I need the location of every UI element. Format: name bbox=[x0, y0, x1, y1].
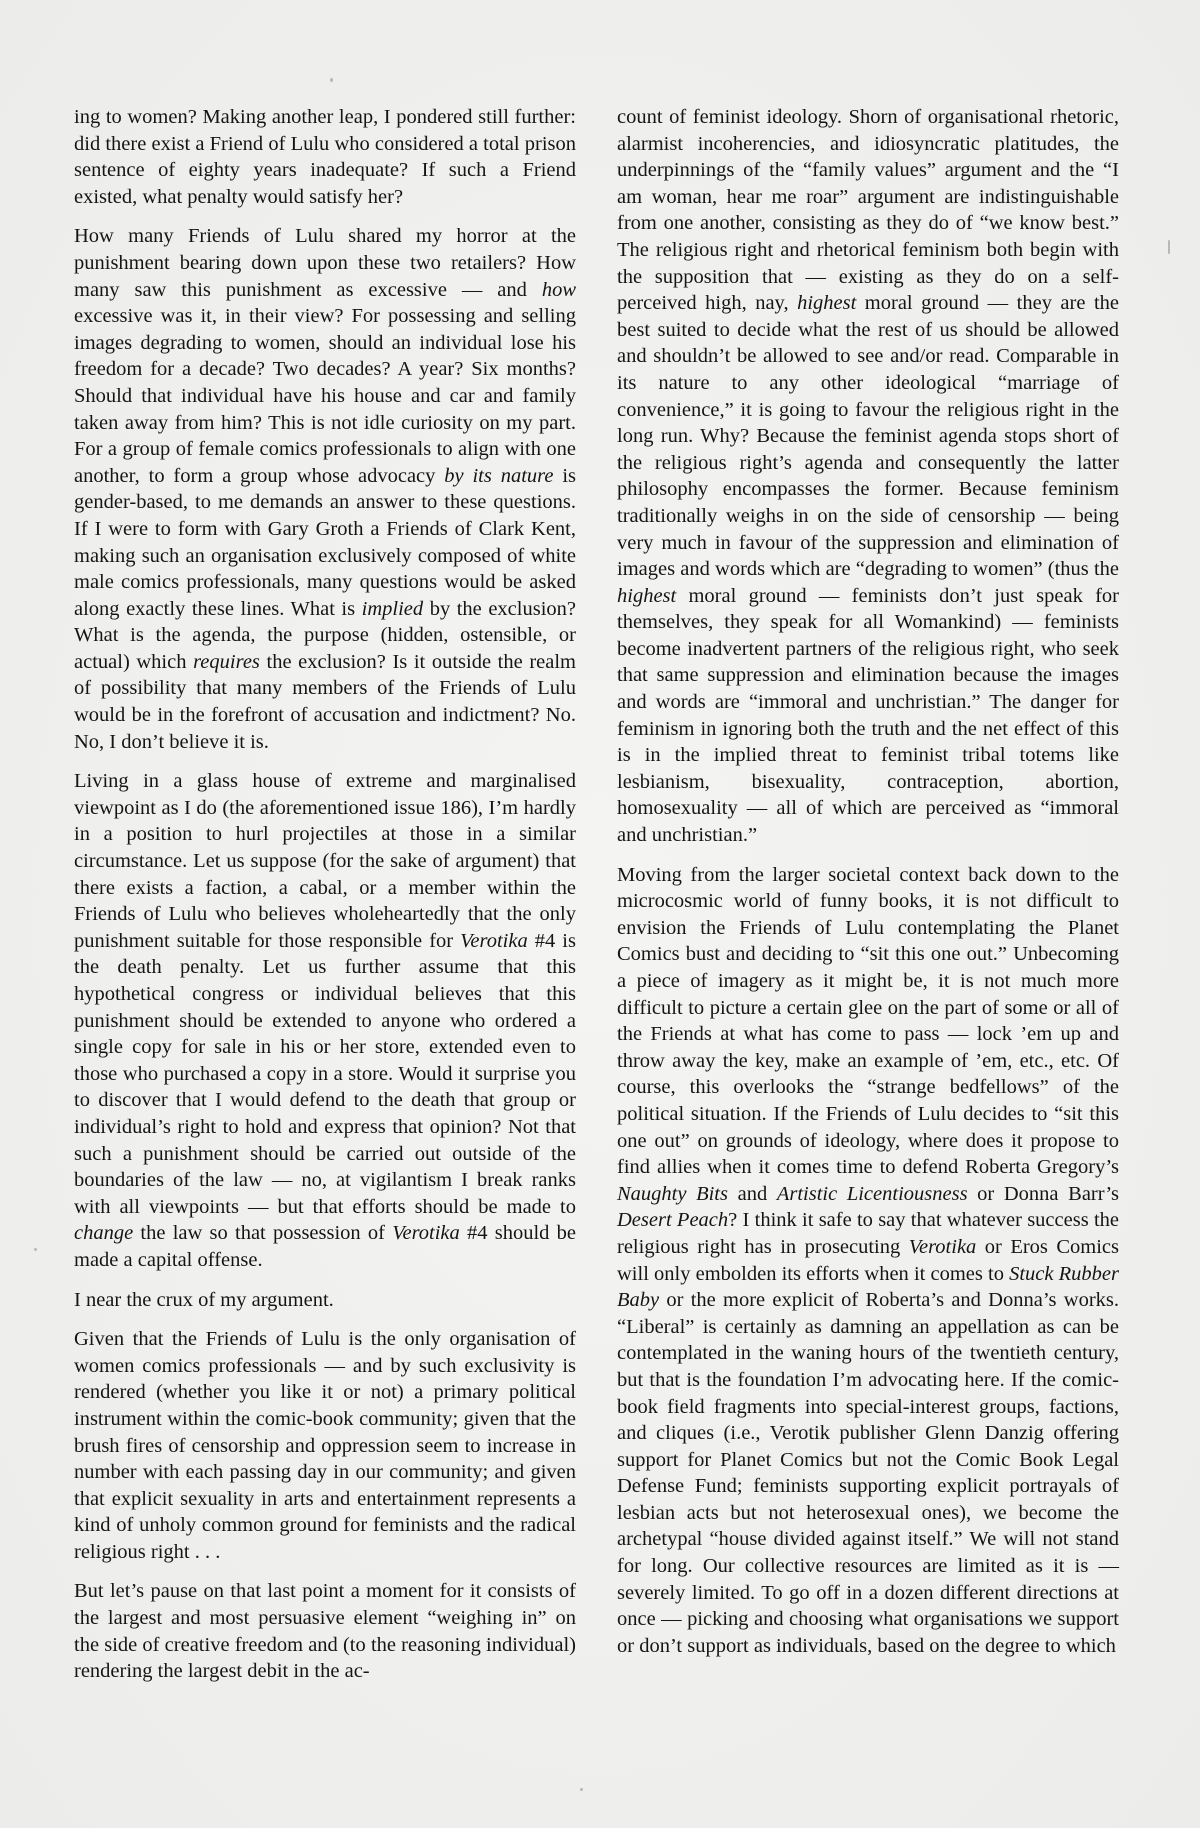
paper-speck bbox=[1168, 240, 1170, 254]
italic-title: change bbox=[74, 1222, 134, 1245]
italic-title: Naughty Bits bbox=[617, 1182, 728, 1205]
italic-title: requires bbox=[193, 650, 260, 673]
paragraph: I near the crux of my argument. bbox=[74, 1288, 334, 1311]
paper-speck bbox=[330, 78, 333, 82]
italic-title: highest bbox=[617, 584, 677, 607]
italic-title: how bbox=[541, 278, 576, 301]
italic-title: Stuck Rubber Baby bbox=[617, 1262, 1119, 1312]
paper-speck bbox=[34, 1248, 37, 1251]
left-text-column bbox=[74, 104, 576, 1685]
paragraph: Given that the Friends of Lulu is the only organisation of women comics professionals — and by such exclusivity is rendered (whether you like it or not) a primary political instrument within the comic-book community; given that the brush fires of censorship and oppression seem to increase in number with each passing day in our community; and given that explicit sexuality in arts and entertainment represents a kind of unholy common ground for feminists and the radical religious right . . . bbox=[74, 1328, 576, 1563]
paragraph: count of feminist ideology. Shorn of organisational rhetoric, alarmist incoherencies, and idiosyncratic platitudes, the underpinnings of the “family values” argument and the “I am woman, hear me roar” argument are indistinguishable from one another, consisting as they do of “we know best.” The religious right and rhetorical feminism both begin with the supposition that — existing as they do on a self-perceived high, nay, highest moral ground — they are the best suited to decide what the rest of us should be allowed and shouldn’t be allowed to see and/or read. Comparable in its nature to any other ideological “marriage of convenience,” it is going to favour the religious right in the long run. Why? Because the feminist agenda stops short of the religious right’s agenda and consequently the latter philosophy encompasses the former. Because feminism traditionally weighs in on the side of censorship — being very much in favour of the suppression and elimination of images and words which are “degrading to women” (thus the highest moral ground — feminists don’t just speak for themselves, they speak for all Womankind) — feminists become inadvertent partners of the religious right, who seek that same suppression and elimination because the images and words are “immoral and unchristian.” The danger for feminism in ignoring both the truth and the net effect of this is in the implied threat to feminist tribal totems like lesbianism, bisexuality, contraception, abortion, homosexuality — all of which are perceived as “immoral and unchristian.” bbox=[617, 106, 1119, 847]
italic-title: Artistic Licentiousness bbox=[776, 1182, 968, 1205]
italic-title: implied bbox=[361, 597, 424, 620]
italic-title: Verotika bbox=[392, 1222, 460, 1245]
paragraph: Living in a glass house of extreme and marginalised viewpoint as I do (the aforementioned issue 186), I’m hardly in a position to hurl projectiles at those in a similar circumstance. Let us suppose (for the sake of argument) that there exists a faction, a cabal, or a member within the Friends of Lulu who believes wholeheartedly that the only punishment suitable for those responsible for Verotika #4 is the death penalty. Let us further assume that this hypothetical congress or individual believes that this punishment should be extended to anyone who ordered a single copy for sale in his or her store, extended even to those who purchased a copy in a store. Would it surprise you to discover that I would defend to the death that group or individual’s right to hold and express that opinion? Not that such a punishment should be carried out outside of the boundaries of the law — no, at vigilantism I break ranks with all viewpoints — but that efforts should be made to change the law so that possession of Verotika #4 should be made a capital offense. bbox=[74, 770, 576, 1271]
italic-title: highest bbox=[797, 292, 857, 315]
italic-title: by its nature bbox=[444, 464, 554, 487]
paragraph: Moving from the larger societal context back down to the microcosmic world of funny books, it is not difficult to envision the Friends of Lulu contemplating the Planet Comics bust and deciding to “sit this one out.” Unbecoming a piece of imagery as it might be, it is not much more difficult to picture a certain glee on the part of some or all of the Friends at what has come to pass — lock ’em up and throw away the key, make an example of ’em, etc., etc. Of course, this overlooks the “strange bedfellows” of the political situation. If the Friends of Lulu decides to “sit this one out” on grounds of ideology, where does it propose to find allies when it comes time to defend Roberta Gregory’s Naughty Bits and Artistic Licentiousness or Donna Barr’s Desert Peach? I think it safe to say that whatever success the religious right has in prosecuting Verotika or Eros Comics will only embolden its efforts when it comes to Stuck Rubber Baby or the more explicit of Roberta’s and Donna’s works. “Liberal” is certainly as damning an appellation as can be contemplated in the waning hours of the twentieth century, but that is the foundation I’m advocating here. If the comic-book field fragments into special-interest groups, factions, and cliques (i.e., Verotik publisher Glenn Danzig offering support for Planet Comics but not the Comic Book Legal Defense Fund; feminists supporting explicit portrayals of lesbian acts but not heterosexual ones), we become the archetypal “house divided against itself.” We will not stand for long. Our collective resources are limited as it is — severely limited. To go off in a dozen different directions at once — picking and choosing what organisations we support or don’t support as individuals, based on the degree to which bbox=[617, 863, 1120, 1657]
right-text-column bbox=[617, 104, 1119, 1659]
paper-speck bbox=[580, 1788, 583, 1791]
paragraph: But let’s pause on that last point a moment for it consists of the largest and most persuasive element “weighing in” on the side of creative freedom and (to the reasoning individual) rendering the largest debit in the ac- bbox=[74, 1580, 576, 1683]
paragraph: ing to women? Making another leap, I pondered still further: did there exist a Friend of Lulu who considered a total prison sentence of eighty years inadequate? If such a Friend existed, what penalty would satisfy her? bbox=[74, 106, 576, 208]
paragraph: How many Friends of Lulu shared my horror at the punishment bearing down upon these two retailers? How many saw this punishment as excessive — and how excessive was it, in their view? For possessing and selling images degrading to women, should an individual lose his freedom for a decade? Two decades? A year? Six months? Should that individual have his house and car and family taken away from him? This is not idle curiosity on my part. For a group of female comics professionals to align with one another, to form a group whose advocacy by its nature is gender-based, to me demands an answer to these questions. If I were to form with Gary Groth a Friends of Clark Kent, making such an organisation exclusively composed of white male comics professionals, many questions would be asked along exactly these lines. What is implied by the exclusion? What is the agenda, the purpose (hidden, ostensible, or actual) which requires the exclusion? Is it outside the realm of possibility that many members of the Friends of Lulu would be in the forefront of accusation and indictment? No. No, I don’t believe it is. bbox=[74, 225, 576, 753]
italic-title: Desert Peach bbox=[617, 1209, 729, 1232]
italic-title: Verotika bbox=[460, 929, 528, 952]
italic-title: Verotika bbox=[908, 1235, 977, 1258]
